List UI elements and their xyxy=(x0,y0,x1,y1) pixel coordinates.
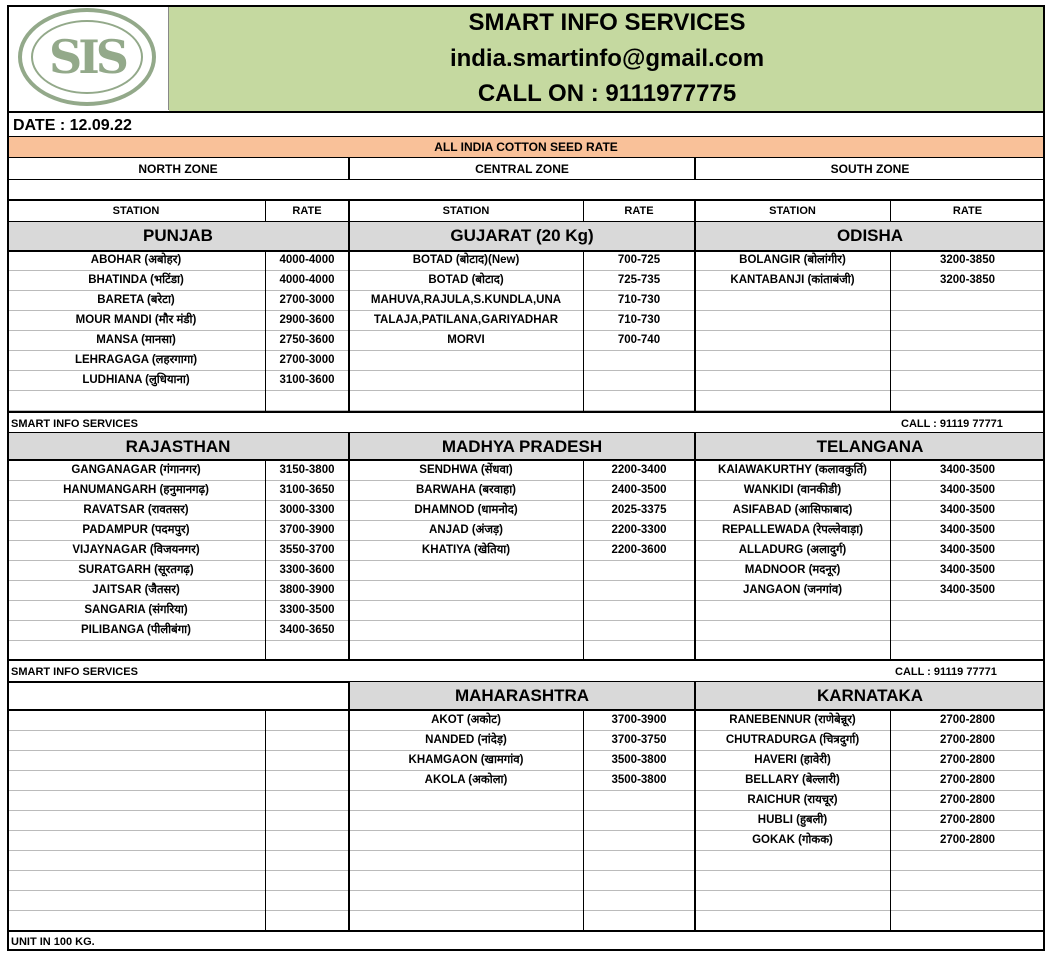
station-rate: 4000-4000 xyxy=(279,254,335,266)
station-name: WANKIDI (वानकीडी) xyxy=(743,484,842,496)
station-rate: 3400-3500 xyxy=(940,504,995,516)
footer2-phone: CALL : 91119 77771 xyxy=(895,666,997,678)
footer2-brand: SMART INFO SERVICES xyxy=(11,666,138,678)
station-rate: 3400-3500 xyxy=(940,544,995,556)
station-rate: 3400-3500 xyxy=(940,584,995,596)
col-rate-south: RATE xyxy=(890,201,1045,222)
station-rate: 3300-3600 xyxy=(279,564,335,576)
station-rate: 2700-2800 xyxy=(940,754,995,766)
state-name-maharashtra: MAHARASHTRA xyxy=(349,682,695,710)
col-rate-north: RATE xyxy=(265,201,349,222)
station-name: KHATIYA (खेतिया) xyxy=(421,544,511,556)
station-name: BHATINDA (भटिंडा) xyxy=(88,274,184,286)
station-rate: 2400-3500 xyxy=(611,484,667,496)
state-name-telangana: TELANGANA xyxy=(695,433,1045,460)
station-rate: 700-740 xyxy=(617,334,661,346)
station-name: PILIBANGA (पीलीबंगा) xyxy=(81,624,191,636)
station-rate: 3700-3750 xyxy=(611,734,667,746)
station-name: BOTAD (बोटाद)(New) xyxy=(412,254,520,266)
station-name: TALAJA,PATILANA,GARIYADHAR xyxy=(373,314,559,326)
station-rate: 710-730 xyxy=(617,314,661,326)
state-name-rajasthan: RAJASTHAN xyxy=(7,433,349,460)
station-rate: 3400-3650 xyxy=(279,624,335,636)
station-rate: 3150-3800 xyxy=(279,464,335,476)
south-zone-header: SOUTH ZONE xyxy=(695,158,1045,180)
station-rate: 3400-3500 xyxy=(940,564,995,576)
station-name: HUBLI (हुबली) xyxy=(757,814,828,826)
station-rate: 3200-3850 xyxy=(940,254,995,266)
station-name: RAVATSAR (रावतसर) xyxy=(83,504,189,516)
station-rate: 2700-2800 xyxy=(940,794,995,806)
station-name: ANJAD (अंजड़) xyxy=(429,524,503,536)
col-station-south: STATION xyxy=(695,201,890,222)
station-name: HAVERI (हावेरी) xyxy=(754,754,831,766)
station-rate: 2025-3375 xyxy=(611,504,667,516)
north-zone-header: NORTH ZONE xyxy=(7,158,349,180)
station-name: BELLARY (बेल्लारी) xyxy=(745,774,840,786)
footer1-brand: SMART INFO SERVICES xyxy=(11,418,138,430)
station-name: MADNOOR (मदनूर) xyxy=(744,564,841,576)
station-name: SANGARIA (संगरिया) xyxy=(84,604,188,616)
station-rate: 2900-3600 xyxy=(279,314,335,326)
station-name: MANSA (मानसा) xyxy=(96,334,176,346)
station-name: AKOT (अकोट) xyxy=(431,714,501,726)
station-rate: 3500-3800 xyxy=(611,754,667,766)
state-name-madhya-pradesh: MADHYA PRADESH xyxy=(349,433,695,460)
station-name: NANDED (नांदेड़) xyxy=(425,734,507,746)
station-rate: 3100-3600 xyxy=(279,374,335,386)
station-name: JAITSAR (जैतसर) xyxy=(92,584,180,596)
station-rate: 2700-2800 xyxy=(940,834,995,846)
company-phone: CALL ON : 9111977775 xyxy=(169,77,1045,111)
station-name: VIJAYNAGAR (विजयनगर) xyxy=(72,544,200,556)
station-name: SENDHWA (सेंधवा) xyxy=(419,464,513,476)
state-name-punjab: PUNJAB xyxy=(7,222,349,250)
station-name: MAHUVA,RAJULA,S.KUNDLA,UNA xyxy=(370,294,562,306)
sheet-border xyxy=(7,5,1045,951)
station-name: JANGAON (जनगांव) xyxy=(742,584,843,596)
station-name: CHUTRADURGA (चित्रदुर्गा) xyxy=(725,734,860,746)
station-name: KAlAWAKURTHY (कलावकुर्ति) xyxy=(718,464,867,476)
station-name: BARWAHA (बरवाहा) xyxy=(416,484,516,496)
station-name: PADAMPUR (पदमपुर) xyxy=(82,524,190,536)
station-name: AKOLA (अकोला) xyxy=(424,774,508,786)
station-name: BOTAD (बोटाद) xyxy=(428,274,504,286)
station-rate: 2700-2800 xyxy=(940,714,995,726)
station-name: BOLANGIR (बोलांगीर) xyxy=(739,254,846,266)
station-name: ASIFABAD (आसिफाबाद) xyxy=(732,504,853,516)
station-rate: 3500-3800 xyxy=(611,774,667,786)
station-rate: 2200-3300 xyxy=(611,524,667,536)
unit-note: UNIT IN 100 KG. xyxy=(11,936,95,948)
rate-banner: ALL INDIA COTTON SEED RATE xyxy=(7,137,1045,158)
station-name: ALLADURG (अलादुर्ग) xyxy=(738,544,847,556)
station-rate: 3700-3900 xyxy=(611,714,667,726)
station-rate: 3800-3900 xyxy=(279,584,335,596)
footer1-phone: CALL : 91119 77771 xyxy=(901,418,1003,430)
station-rate: 3400-3500 xyxy=(940,464,995,476)
station-rate: 700-725 xyxy=(617,254,661,266)
station-rate: 725-735 xyxy=(617,274,661,286)
station-rate: 2700-2800 xyxy=(940,774,995,786)
station-name: KANTABANJI (कांताबंजी) xyxy=(730,274,855,286)
state-name-odisha: ODISHA xyxy=(695,222,1045,250)
station-name: GANGANAGAR (गंगानगर) xyxy=(71,464,201,476)
station-name: LEHRAGAGA (लहरगागा) xyxy=(74,354,198,366)
col-station-central: STATION xyxy=(349,201,583,222)
station-rate: 2700-2800 xyxy=(940,734,995,746)
station-rate: 2700-2800 xyxy=(940,814,995,826)
station-name: ABOHAR (अबोहर) xyxy=(90,254,182,266)
company-email: india.smartinfo@gmail.com xyxy=(169,41,1045,77)
station-name: RANEBENNUR (राणेबेन्नूर) xyxy=(729,714,856,726)
station-rate: 3100-3650 xyxy=(279,484,335,496)
station-rate: 3200-3850 xyxy=(940,274,995,286)
station-rate: 2700-3000 xyxy=(279,354,335,366)
station-rate: 3000-3300 xyxy=(279,504,335,516)
station-name: MOUR MANDI (मौर मंडी) xyxy=(75,314,197,326)
station-rate: 3700-3900 xyxy=(279,524,335,536)
station-rate: 2750-3600 xyxy=(279,334,335,346)
station-rate: 3550-3700 xyxy=(279,544,335,556)
station-rate: 2700-3000 xyxy=(279,294,335,306)
state-name-karnataka: KARNATAKA xyxy=(695,682,1045,710)
station-rate: 2200-3600 xyxy=(611,544,667,556)
central-zone-header: CENTRAL ZONE xyxy=(349,158,695,180)
station-rate: 710-730 xyxy=(617,294,661,306)
station-rate: 3400-3500 xyxy=(940,524,995,536)
station-name: GOKAK (गोकक) xyxy=(752,834,833,846)
col-rate-central: RATE xyxy=(583,201,695,222)
report-date: DATE : 12.09.22 xyxy=(7,111,1045,137)
station-name: KHAMGAON (खामगांव) xyxy=(408,754,524,766)
station-name: MORVI xyxy=(447,334,485,346)
station-name: BARETA (बरेटा) xyxy=(97,294,175,306)
station-name: RAICHUR (रायचूर) xyxy=(747,794,838,806)
station-rate: 3300-3500 xyxy=(279,604,335,616)
station-rate: 4000-4000 xyxy=(279,274,335,286)
station-name: HANUMANGARH (हनुमानगढ़) xyxy=(63,484,209,496)
station-rate: 3400-3500 xyxy=(940,484,995,496)
state-name-gujarat: GUJARAT (20 Kg) xyxy=(349,222,695,250)
station-name: LUDHIANA (लुधियाना) xyxy=(82,374,190,386)
station-name: DHAMNOD (धामनोद) xyxy=(414,504,518,516)
station-name: REPALLEWADA (रेपल्लेवाड़ा) xyxy=(721,524,864,536)
station-name: SURATGARH (सूरतगढ़) xyxy=(78,564,194,576)
company-title: SMART INFO SERVICES xyxy=(169,5,1045,41)
station-rate: 2200-3400 xyxy=(611,464,667,476)
logo-text: SIS xyxy=(31,20,143,94)
col-station-north: STATION xyxy=(7,201,265,222)
